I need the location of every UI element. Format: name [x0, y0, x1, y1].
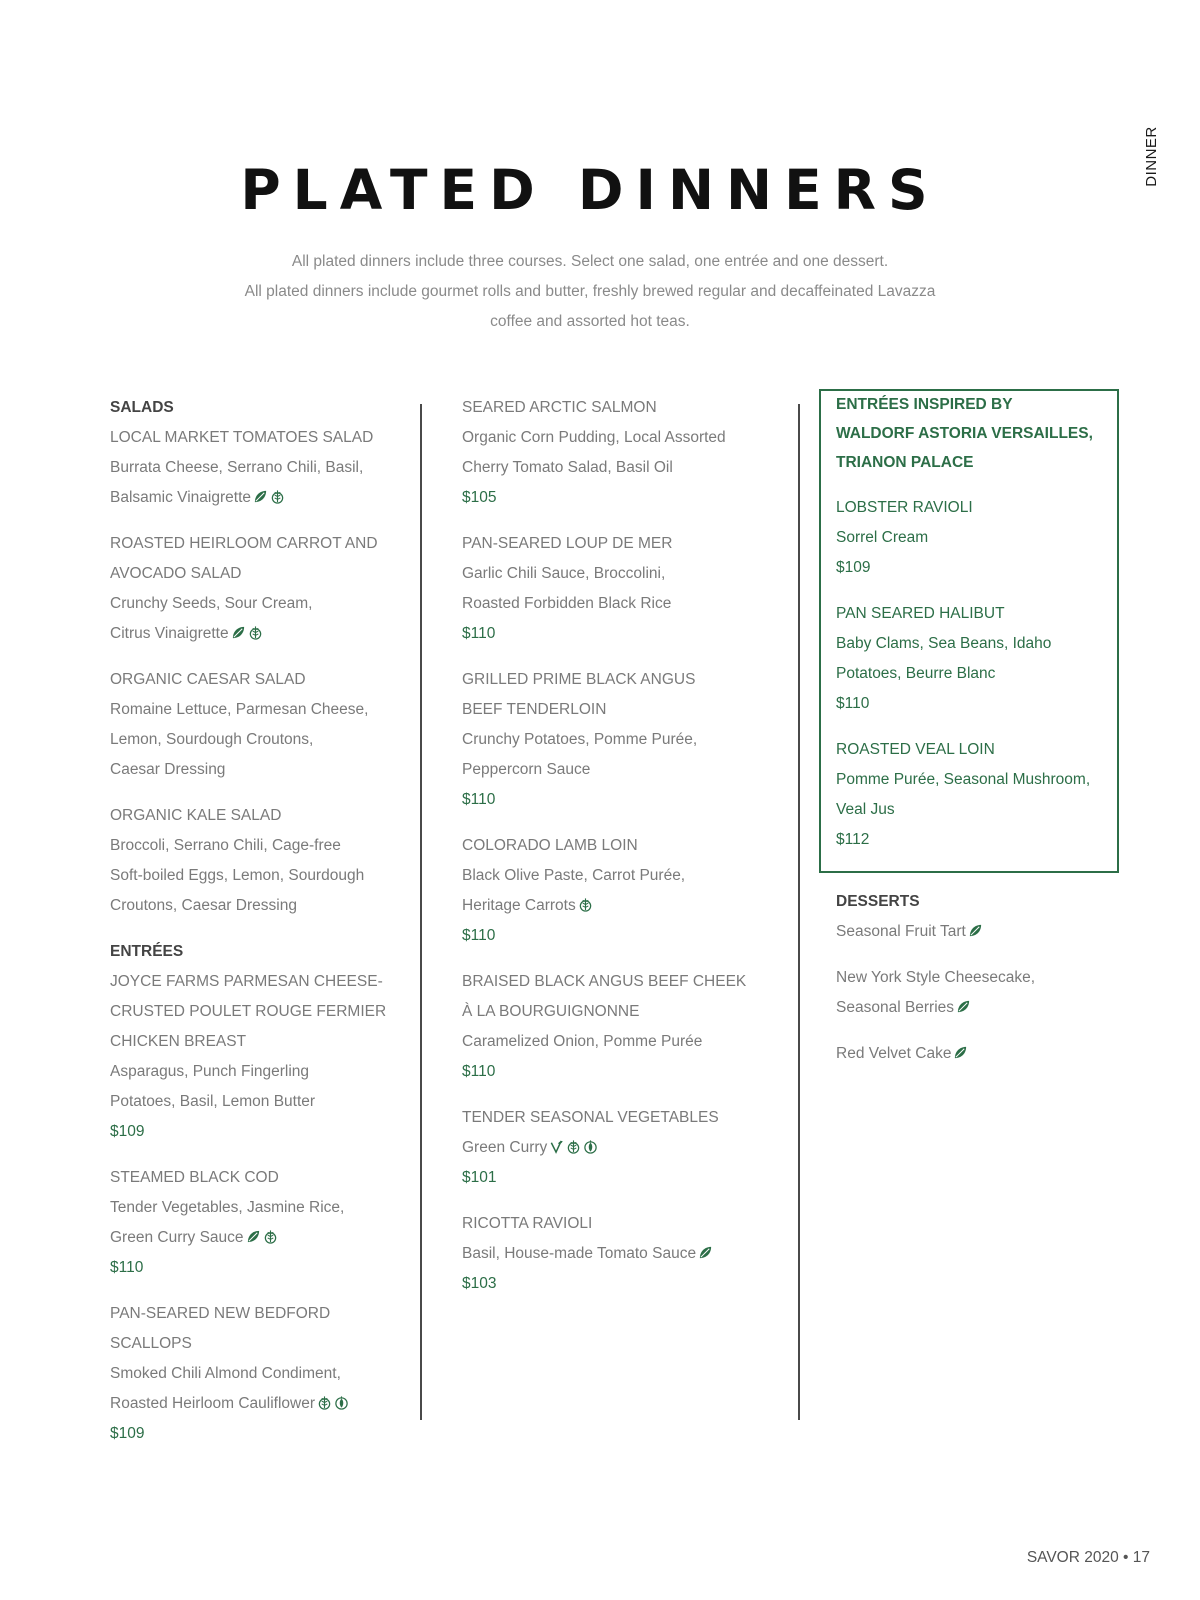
menu-column-2 — [462, 393, 762, 1299]
item-price: $101 — [462, 1169, 497, 1186]
item-description: Balsamic Vinaigrette — [110, 489, 252, 506]
item-description-line — [110, 1389, 400, 1419]
item-name: AVOCADO SALAD — [110, 565, 242, 582]
intro-line: All plated dinners include gourmet rolls and butter, freshly brewed regular and decaffeinated Lavazza — [244, 283, 936, 300]
item-description: Heritage Carrots — [462, 897, 576, 914]
menu-item — [836, 735, 1116, 855]
item-price: $110 — [836, 695, 870, 712]
menu-item — [110, 1163, 400, 1283]
item-name: PAN-SEARED LOUP DE MER — [462, 535, 673, 552]
item-name: RICOTTA RAVIOLI — [462, 1215, 593, 1232]
item-description: Sorrel Cream — [836, 529, 929, 546]
menu-item — [462, 1209, 762, 1299]
item-name: ORGANIC KALE SALAD — [110, 807, 282, 824]
page-title: PLATED DINNERS — [240, 158, 940, 222]
intro-line: All plated dinners include three courses. Select one salad, one entrée and one dessert. — [291, 253, 889, 270]
item-description: Tender Vegetables, Jasmine Rice, — [110, 1199, 345, 1216]
menu-item — [462, 393, 762, 513]
item-name: BRAISED BLACK ANGUS BEEF CHEEK — [462, 973, 747, 990]
menu-item — [462, 1103, 762, 1193]
item-description: Broccoli, Serrano Chili, Cage-free — [110, 837, 341, 854]
item-name: PAN-SEARED NEW BEDFORD — [110, 1305, 331, 1322]
menu-column-1 — [110, 393, 400, 1449]
gluten-free-icon — [578, 897, 593, 912]
gluten-free-icon — [270, 489, 285, 504]
item-name: BEEF TENDERLOIN — [462, 701, 607, 718]
item-description: Black Olive Paste, Carrot Purée, — [462, 867, 686, 884]
item-description: Asparagus, Punch Fingerling — [110, 1063, 310, 1080]
entrees-heading: ENTRÉES — [110, 943, 184, 960]
item-description: Caramelized Onion, Pomme Purée — [462, 1033, 703, 1050]
item-name: STEAMED BLACK COD — [110, 1169, 279, 1186]
item-name: ORGANIC CAESAR SALAD — [110, 671, 306, 688]
menu-item — [462, 967, 762, 1087]
nut-free-icon — [583, 1139, 598, 1154]
item-price: $109 — [836, 559, 871, 576]
item-description: Veal Jus — [836, 801, 895, 818]
item-description: Croutons, Caesar Dressing — [110, 897, 297, 914]
item-description: Crunchy Seeds, Sour Cream, — [110, 595, 313, 612]
dessert-name-line — [836, 993, 1116, 1023]
item-description-line — [110, 619, 400, 649]
item-price: $109 — [110, 1425, 145, 1442]
dessert-name: Seasonal Fruit Tart — [836, 923, 966, 940]
menu-item — [836, 599, 1116, 719]
item-name: LOBSTER RAVIOLI — [836, 499, 973, 516]
featured-title-line: TRIANON PALACE — [836, 454, 974, 471]
item-description-line — [110, 1223, 400, 1253]
item-description: Baby Clams, Sea Beans, Idaho — [836, 635, 1052, 652]
item-description: Potatoes, Beurre Blanc — [836, 665, 996, 682]
featured-title-line: ENTRÉES INSPIRED BY — [836, 396, 1013, 413]
item-name: TENDER SEASONAL VEGETABLES — [462, 1109, 719, 1126]
menu-item — [110, 529, 400, 649]
menu-item — [836, 493, 1116, 583]
menu-item — [110, 967, 400, 1147]
item-description: Soft-boiled Eggs, Lemon, Sourdough — [110, 867, 365, 884]
item-price: $103 — [462, 1275, 497, 1292]
item-price: $109 — [110, 1123, 145, 1140]
dessert-name: Seasonal Berries — [836, 999, 955, 1016]
leaf-icon — [968, 923, 983, 938]
item-description: Smoked Chili Almond Condiment, — [110, 1365, 341, 1382]
desserts-heading: DESSERTS — [836, 893, 920, 910]
column-divider — [420, 404, 422, 1420]
item-price: $110 — [462, 625, 496, 642]
menu-item — [110, 423, 400, 513]
leaf-icon — [253, 489, 268, 504]
dessert-item — [836, 963, 1116, 1023]
item-price: $112 — [836, 831, 870, 848]
item-description-line — [110, 483, 400, 513]
item-description: Romaine Lettuce, Parmesan Cheese, — [110, 701, 369, 718]
item-description: Citrus Vinaigrette — [110, 625, 229, 642]
item-description: Peppercorn Sauce — [462, 761, 591, 778]
menu-item — [110, 801, 400, 921]
item-name: COLORADO LAMB LOIN — [462, 837, 638, 854]
gluten-free-icon — [263, 1229, 278, 1244]
item-description: Crunchy Potatoes, Pomme Purée, — [462, 731, 698, 748]
item-description: Pomme Purée, Seasonal Mushroom, — [836, 771, 1091, 788]
item-description: Caesar Dressing — [110, 761, 226, 778]
item-description-line — [462, 1133, 762, 1163]
item-price: $110 — [110, 1259, 144, 1276]
gluten-free-icon — [566, 1139, 581, 1154]
menu-item — [462, 665, 762, 815]
leaf-icon — [698, 1245, 713, 1260]
item-description: Roasted Heirloom Cauliflower — [110, 1395, 316, 1412]
item-description-line — [462, 1239, 762, 1269]
item-description: Basil, House-made Tomato Sauce — [462, 1245, 697, 1262]
leaf-icon — [231, 625, 246, 640]
dessert-name: Red Velvet Cake — [836, 1045, 952, 1062]
item-description: Green Curry Sauce — [110, 1229, 244, 1246]
menu-item — [110, 665, 400, 785]
featured-title — [836, 390, 1116, 477]
item-price: $110 — [462, 1063, 496, 1080]
item-name: CRUSTED POULET ROUGE FERMIER — [110, 1003, 387, 1020]
item-name: GRILLED PRIME BLACK ANGUS — [462, 671, 696, 688]
item-name: SEARED ARCTIC SALMON — [462, 399, 657, 416]
item-price: $110 — [462, 927, 496, 944]
intro-text — [200, 247, 980, 337]
item-description: Potatoes, Basil, Lemon Butter — [110, 1093, 316, 1110]
intro-line: coffee and assorted hot teas. — [490, 313, 690, 330]
leaf-icon — [953, 1045, 968, 1060]
item-name: ROASTED VEAL LOIN — [836, 741, 995, 758]
item-name: JOYCE FARMS PARMESAN CHEESE- — [110, 973, 383, 990]
menu-item — [110, 1299, 400, 1449]
item-price: $105 — [462, 489, 497, 506]
item-name: SCALLOPS — [110, 1335, 192, 1352]
item-description: Lemon, Sourdough Croutons, — [110, 731, 314, 748]
item-description: Cherry Tomato Salad, Basil Oil — [462, 459, 673, 476]
dessert-name: New York Style Cheesecake, — [836, 969, 1036, 986]
item-name: ROASTED HEIRLOOM CARROT AND — [110, 535, 378, 552]
column-divider — [798, 404, 800, 1420]
item-description: Organic Corn Pudding, Local Assorted — [462, 429, 726, 446]
item-name: LOCAL MARKET TOMATOES SALAD — [110, 429, 374, 446]
item-description-line — [462, 891, 762, 921]
item-description: Roasted Forbidden Black Rice — [462, 595, 672, 612]
leaf-icon — [246, 1229, 261, 1244]
item-price: $110 — [462, 791, 496, 808]
menu-column-3 — [836, 393, 1116, 1069]
item-name: PAN SEARED HALIBUT — [836, 605, 1005, 622]
gluten-free-icon — [317, 1395, 332, 1410]
salads-heading: SALADS — [110, 399, 174, 416]
item-description: Green Curry — [462, 1139, 548, 1156]
menu-item — [462, 831, 762, 951]
featured-title-line: WALDORF ASTORIA VERSAILLES, — [836, 425, 1093, 442]
dessert-item — [836, 917, 1116, 947]
gluten-free-icon — [248, 625, 263, 640]
leaf-icon — [956, 999, 971, 1014]
menu-item — [462, 529, 762, 649]
section-tab-label: DINNER — [1142, 125, 1160, 187]
dessert-item — [836, 1039, 1116, 1069]
item-description: Garlic Chili Sauce, Broccolini, — [462, 565, 666, 582]
vegan-icon — [549, 1139, 564, 1154]
item-name: À LA BOURGUIGNONNE — [462, 1003, 640, 1020]
page-footer: SAVOR 2020 • 17 — [1026, 1549, 1150, 1566]
nut-free-icon — [334, 1395, 349, 1410]
item-description: Burrata Cheese, Serrano Chili, Basil, — [110, 459, 364, 476]
item-name: CHICKEN BREAST — [110, 1033, 247, 1050]
